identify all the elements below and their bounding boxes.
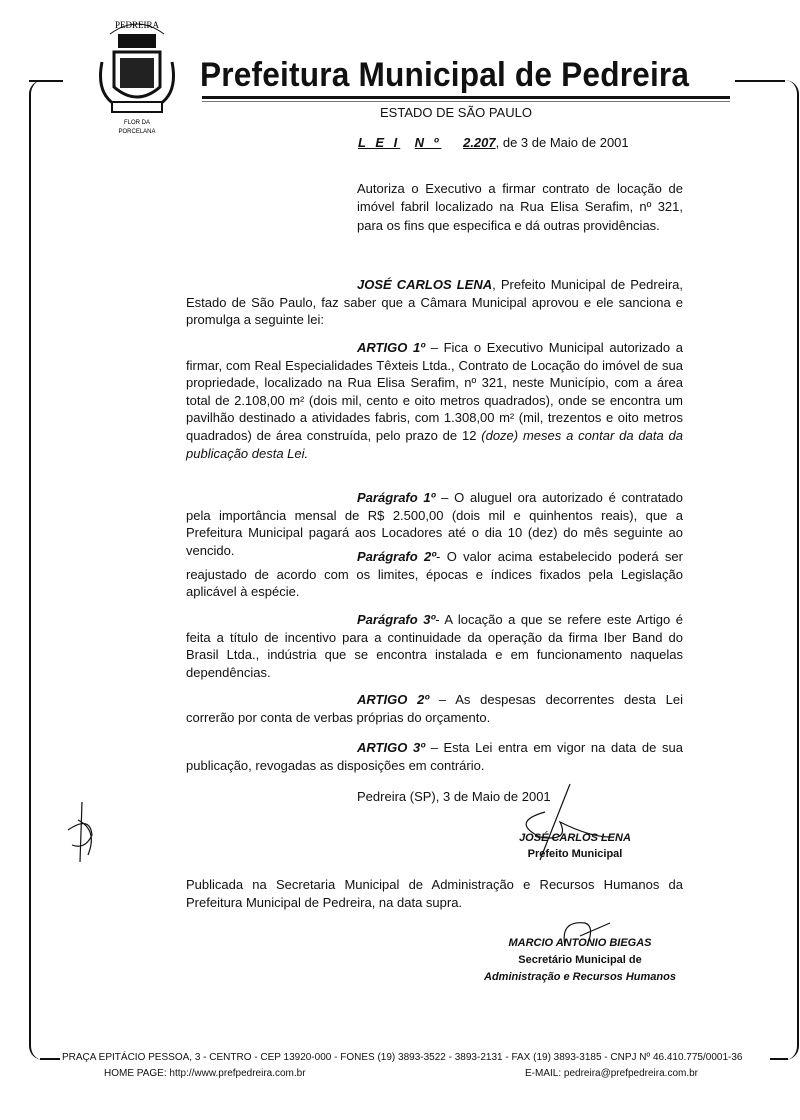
paragraph-1-label: Parágrafo 1º (357, 490, 436, 505)
article-1-label: ARTIGO 1º (357, 340, 425, 355)
signature-block-mayor (505, 830, 645, 862)
article-2-label: ARTIGO 2º (357, 692, 430, 707)
signature-block-secretary (470, 935, 690, 986)
article-1-italic: (doze) meses a contar da data da publicação desta Lei. (186, 427, 683, 461)
paragraph-3-text: - A locação a que se refere este Artigo é feita a título de incentivo para a continuidade da operação da firma Iber Band do Brasil Ltda., indústria que se encontra instalada e em funcionamento naquelas dependências. (186, 612, 683, 680)
article-3-label: ARTIGO 3º (357, 740, 425, 755)
law-summary: Autoriza o Executivo a firmar contrato de locação de imóvel fabril localizado na Rua Elisa Serafim, nº 321, para os fins que especifica e dá outras providências. (357, 181, 683, 233)
title-underline-thin (202, 101, 730, 102)
homepage-label: HOME PAGE: (104, 1068, 167, 1079)
law-number: 2.207 (463, 135, 496, 150)
article-1 (186, 339, 683, 462)
law-number-label: N º (414, 135, 442, 150)
law-heading (358, 135, 629, 150)
mayor-name: JOSÉ CARLOS LENA (357, 277, 493, 292)
article-2-text: – As despesas decorrentes desta Lei correrão por conta de verbas próprias do orçamento. (186, 692, 683, 725)
paragraph-2-text: - O valor acima estabelecido poderá ser reajustado de acordo com os limites, épocas e índices fixados pela Legislação aplicável à espécie. (186, 549, 683, 600)
border-top-right (735, 80, 785, 82)
homepage-link[interactable]: http://www.prefpedreira.com.br (169, 1068, 306, 1079)
border-top-left (29, 80, 63, 82)
paragraph-3-label: Parágrafo 3º (357, 612, 436, 627)
page-title: Prefeitura Municipal de Pedreira (200, 56, 690, 94)
article-3 (186, 739, 683, 774)
paragraph-3 (186, 611, 683, 681)
footer-email (525, 1068, 698, 1079)
publication-note: Publicada na Secretaria Municipal de Administração e Recursos Humanos da Prefeitura Municipal de Pedreira, na data supra. (186, 877, 683, 910)
signatory-name: JOSÉ CARLOS LENA (519, 832, 631, 844)
municipal-crest (92, 12, 182, 137)
law-date: , de 3 de Maio de 2001 (495, 135, 629, 150)
initials-scribble (60, 800, 105, 865)
footer-address: PRAÇA EPITÁCIO PESSOA, 3 - CENTRO - CEP 13920-000 - FONES (19) 3893-3522 - 3893-2131 - FAX (19) 3893-3185 - CNPJ Nº 46.410.775/0001-36 (62, 1052, 743, 1063)
title-underline (202, 96, 730, 99)
signatory-name: MARCIO ANTONIO BIEGAS (508, 937, 652, 949)
state-subtitle: ESTADO DE SÃO PAULO (380, 105, 532, 120)
footer-homepage (104, 1068, 306, 1079)
email-link[interactable]: pedreira@prefpedreira.com.br (563, 1068, 699, 1079)
preamble (186, 276, 683, 329)
border-bottom-right (770, 1058, 788, 1060)
svg-text:PORCELANA: PORCELANA (118, 129, 156, 135)
article-1-text: – Fica o Executivo Municipal autorizado a firmar, com Real Especialidades Têxteis Ltda., Contrato de Locação do imóvel de sua propriedade, localizado na Rua Elisa Serafim, nº 321, neste Município, com a área total de 2.108,00 m² (dois mil, cento e oito metros quadrados), onde se encontra um pavilhão destinado a atividades fabris, com 1.308,00 m² (mil, trezentos e oito metros quadrados) de área construída, pelo prazo de 12 (186, 340, 683, 443)
signatory-department: Administração e Recursos Humanos (484, 971, 676, 983)
svg-text:PEDREIRA: PEDREIRA (114, 20, 160, 30)
signatory-role: Secretário Municipal de (518, 954, 642, 966)
paragraph-1-text: – O aluguel ora autorizado é contratado pela importância mensal de R$ 2.500,00 (dois mil e quinhentos reais), que a Prefeitura Municipal pagará aos Locadores até o dia 10 (dez) do mês seguinte ao vencido. (186, 490, 683, 558)
preamble-text: , Prefeito Municipal de Pedreira, Estado de São Paulo, faz saber que a Câmara Municipal aprovou e ele sanciona e promulga a seguinte lei: (186, 277, 684, 328)
date-line: Pedreira (SP), 3 de Maio de 2001 (357, 789, 551, 804)
paragraph-2-label: Parágrafo 2º (357, 549, 437, 564)
law-label: L E I (358, 135, 401, 150)
article-2 (186, 691, 683, 726)
svg-text:FLOR DA: FLOR DA (123, 120, 151, 126)
signatory-role: Prefeito Municipal (527, 848, 623, 860)
article-3-text: – Esta Lei entra em vigor na data de sua publicação, revogadas as disposições em contrário. (186, 740, 683, 773)
border-bottom-left (40, 1058, 60, 1060)
paragraph-2 (186, 548, 683, 601)
email-label: E-MAIL: (525, 1068, 562, 1079)
